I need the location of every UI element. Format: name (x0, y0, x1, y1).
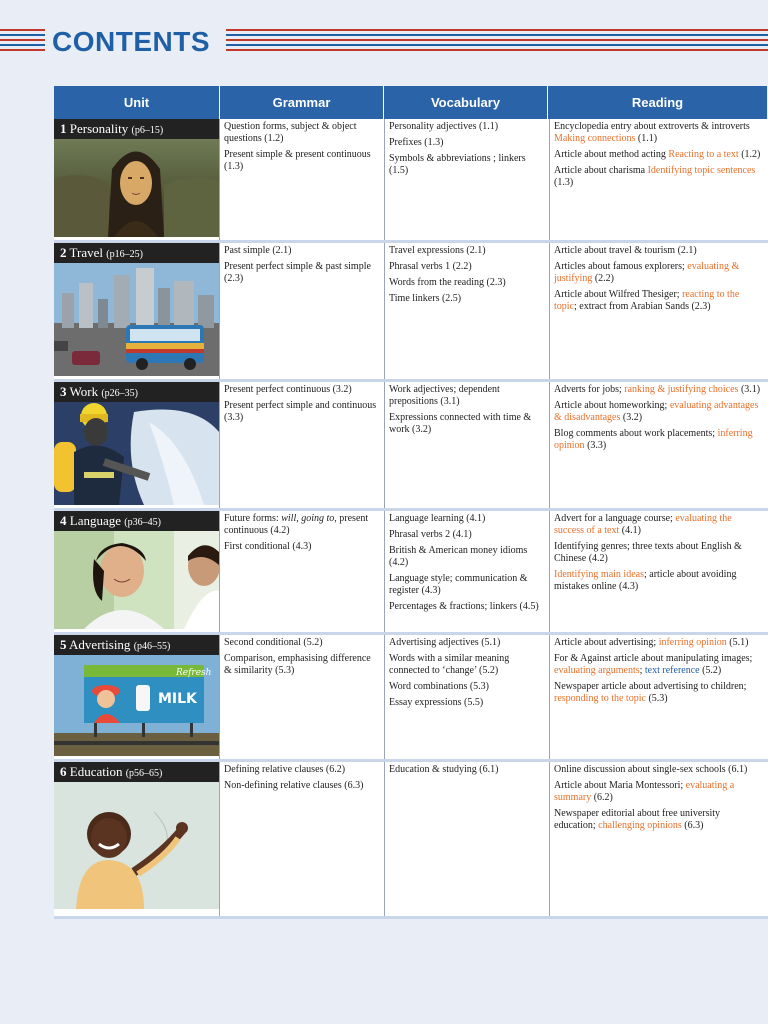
vocabulary-cell (384, 382, 549, 508)
vocabulary-item: British & American money idioms (4.2) (389, 545, 528, 568)
title-stripes-right (226, 29, 768, 55)
reading-cell (549, 382, 768, 508)
vocabulary-cell (384, 635, 549, 759)
vocabulary-cell (384, 762, 549, 916)
grammar-item: Present perfect simple & past simple (2.3) (224, 261, 371, 284)
unit-number: 1 (60, 121, 67, 136)
unit-row (54, 511, 768, 635)
unit-title[interactable] (54, 119, 219, 139)
reading-cell (549, 243, 768, 379)
unit-cell (54, 382, 219, 508)
vocabulary-item: Symbols & abbreviations ; linkers (1.5) (389, 153, 526, 176)
header-vocabulary: Vocabulary (384, 86, 548, 119)
unit-name: Personality (69, 121, 129, 136)
unit-cell (54, 635, 219, 759)
unit-name: Work (69, 384, 99, 399)
unit-pages: (p16–25) (106, 249, 143, 260)
reading-item: Article about travel & tourism (2.1) (554, 245, 697, 256)
unit-pages: (p26–35) (101, 388, 138, 399)
unit-cell (54, 511, 219, 632)
unit-name: Travel (69, 245, 103, 260)
city-bus-photo (54, 263, 219, 376)
header-unit: Unit (54, 86, 220, 119)
reading-item: Newspaper editorial about free university education; challenging opinions (6.3) (554, 808, 721, 831)
unit-row (54, 382, 768, 511)
vocabulary-item: Work adjectives; dependent prepositions (3.1) (389, 384, 500, 407)
unit-title[interactable] (54, 382, 219, 402)
reading-cell (549, 511, 768, 632)
unit-number: 4 (60, 513, 67, 528)
grammar-item: Defining relative clauses (6.2) (224, 764, 346, 775)
unit-name: Advertising (69, 637, 131, 652)
reading-item: Identifying genres; three texts about English & Chinese (4.2) (554, 541, 742, 564)
reading-item: Newspaper article about advertising to children; responding to the topic (5.3) (554, 681, 747, 704)
unit-pages: (p56–65) (125, 768, 163, 779)
unit-pages: (p36–45) (124, 517, 161, 528)
reading-item: Adverts for jobs; ranking & justifying choices (3.1) (554, 384, 761, 395)
unit-row (54, 243, 768, 382)
vocabulary-item: Prefixes (1.3) (389, 137, 444, 148)
header-grammar: Grammar (220, 86, 384, 119)
grammar-item: First conditional (4.3) (224, 541, 312, 552)
unit-cell (54, 762, 219, 916)
vocabulary-item: Phrasal verbs 1 (2.2) (389, 261, 472, 272)
unit-cell (54, 119, 219, 240)
reading-item: Article about Maria Montessori; evaluating a summary (6.2) (554, 780, 735, 803)
grammar-cell (219, 119, 384, 240)
unit-row (54, 762, 768, 919)
reading-item: Identifying main ideas; article about avoiding mistakes online (4.3) (554, 569, 737, 592)
unit-row (54, 635, 768, 762)
unit-number: 6 (60, 764, 67, 779)
header-reading: Reading (548, 86, 767, 119)
vocabulary-item: Percentages & fractions; linkers (4.5) (389, 601, 539, 612)
vocabulary-item: Phrasal verbs 2 (4.1) (389, 529, 472, 540)
reading-cell (549, 762, 768, 916)
grammar-cell (219, 635, 384, 759)
vocabulary-item: Expressions connected with time & work (3.2) (389, 412, 532, 435)
svg-text:Refresh: Refresh (176, 668, 212, 678)
vocabulary-item: Words from the reading (2.3) (389, 277, 506, 288)
grammar-item: Past simple (2.1) (224, 245, 292, 256)
vocabulary-cell (384, 119, 549, 240)
unit-pages: (p46–55) (133, 641, 171, 652)
reading-item: Article about advertising; inferring opinion (5.1) (554, 637, 749, 648)
vocabulary-item: Travel expressions (2.1) (389, 245, 486, 256)
unit-row (54, 119, 768, 243)
vocabulary-item: Word combinations (5.3) (389, 681, 490, 692)
reading-cell (549, 635, 768, 759)
reading-item: Article about method acting Reacting to a text (1.2) (554, 149, 761, 160)
reading-item: For & Against article about manipulating images; evaluating arguments; text reference (5.2) (554, 653, 753, 676)
contents-table (54, 86, 768, 919)
unit-pages: (p6–15) (131, 125, 164, 136)
vocabulary-item: Personality adjectives (1.1) (389, 121, 499, 132)
vocabulary-item: Education & studying (6.1) (389, 764, 499, 775)
vocabulary-item: Time linkers (2.5) (389, 293, 462, 304)
reading-item: Article about homeworking; evaluating advantages & disadvantages (3.2) (554, 400, 759, 423)
table-header (54, 86, 768, 119)
reading-item: Online discussion about single-sex schools (6.1) (554, 764, 748, 775)
grammar-cell (219, 243, 384, 379)
grammar-item: Present simple & present continuous (1.3) (224, 149, 371, 172)
vocabulary-item: Essay expressions (5.5) (389, 697, 484, 708)
unit-number: 3 (60, 384, 67, 399)
unit-title[interactable] (54, 511, 219, 531)
vocabulary-item: Words with a similar meaning connected to ‘change’ (5.2) (389, 653, 510, 676)
grammar-item: Question forms, subject & object questions (1.2) (224, 121, 357, 144)
vocabulary-cell (384, 243, 549, 379)
unit-number: 5 (60, 637, 67, 652)
firefighter-photo (54, 402, 219, 505)
grammar-item: Comparison, emphasising difference & similarity (5.3) (224, 653, 371, 676)
boy-at-whiteboard-photo (54, 782, 219, 909)
mona-lisa-painting (54, 139, 219, 237)
vocabulary-item: Language learning (4.1) (389, 513, 486, 524)
vocabulary-item: Language style; communication & register (4.3) (389, 573, 528, 596)
reading-item: Article about charisma Identifying topic sentences (1.3) (554, 165, 756, 188)
grammar-item: Present perfect continuous (3.2) (224, 384, 352, 395)
unit-number: 2 (60, 245, 67, 260)
unit-cell (54, 243, 219, 379)
vocabulary-item: Advertising adjectives (5.1) (389, 637, 501, 648)
unit-title[interactable] (54, 243, 219, 263)
reading-item: Advert for a language course; evaluating the success of a text (4.1) (554, 513, 732, 536)
reading-item: Articles about famous explorers; evaluating & justifying (2.2) (554, 261, 740, 284)
grammar-item: Non-defining relative clauses (6.3) (224, 780, 364, 791)
reading-item: Article about Wilfred Thesiger; reacting to the topic; extract from Arabian Sands (2.3) (554, 289, 740, 312)
reading-cell (549, 119, 768, 240)
reading-item: Blog comments about work placements; inferring opinion (3.3) (554, 428, 753, 451)
unit-name: Education (69, 764, 123, 779)
reading-item: Encyclopedia entry about extroverts & introverts Making connections (1.1) (554, 121, 750, 144)
svg-text:MILK: MILK (158, 691, 197, 707)
milk-billboard-photo (54, 655, 219, 756)
grammar-cell (219, 511, 384, 632)
grammar-item: Future forms: will, going to, present continuous (4.2) (224, 513, 369, 536)
grammar-item: Present perfect simple and continuous (3.3) (224, 400, 377, 423)
grammar-cell (219, 382, 384, 508)
page-title: CONTENTS (52, 26, 210, 57)
unit-name: Language (69, 513, 122, 528)
title-stripes-left (0, 29, 45, 55)
unit-title[interactable] (54, 635, 219, 655)
vocabulary-cell (384, 511, 549, 632)
students-talking-photo (54, 531, 219, 629)
grammar-cell (219, 762, 384, 916)
grammar-item: Second conditional (5.2) (224, 637, 323, 648)
unit-title[interactable] (54, 762, 219, 782)
